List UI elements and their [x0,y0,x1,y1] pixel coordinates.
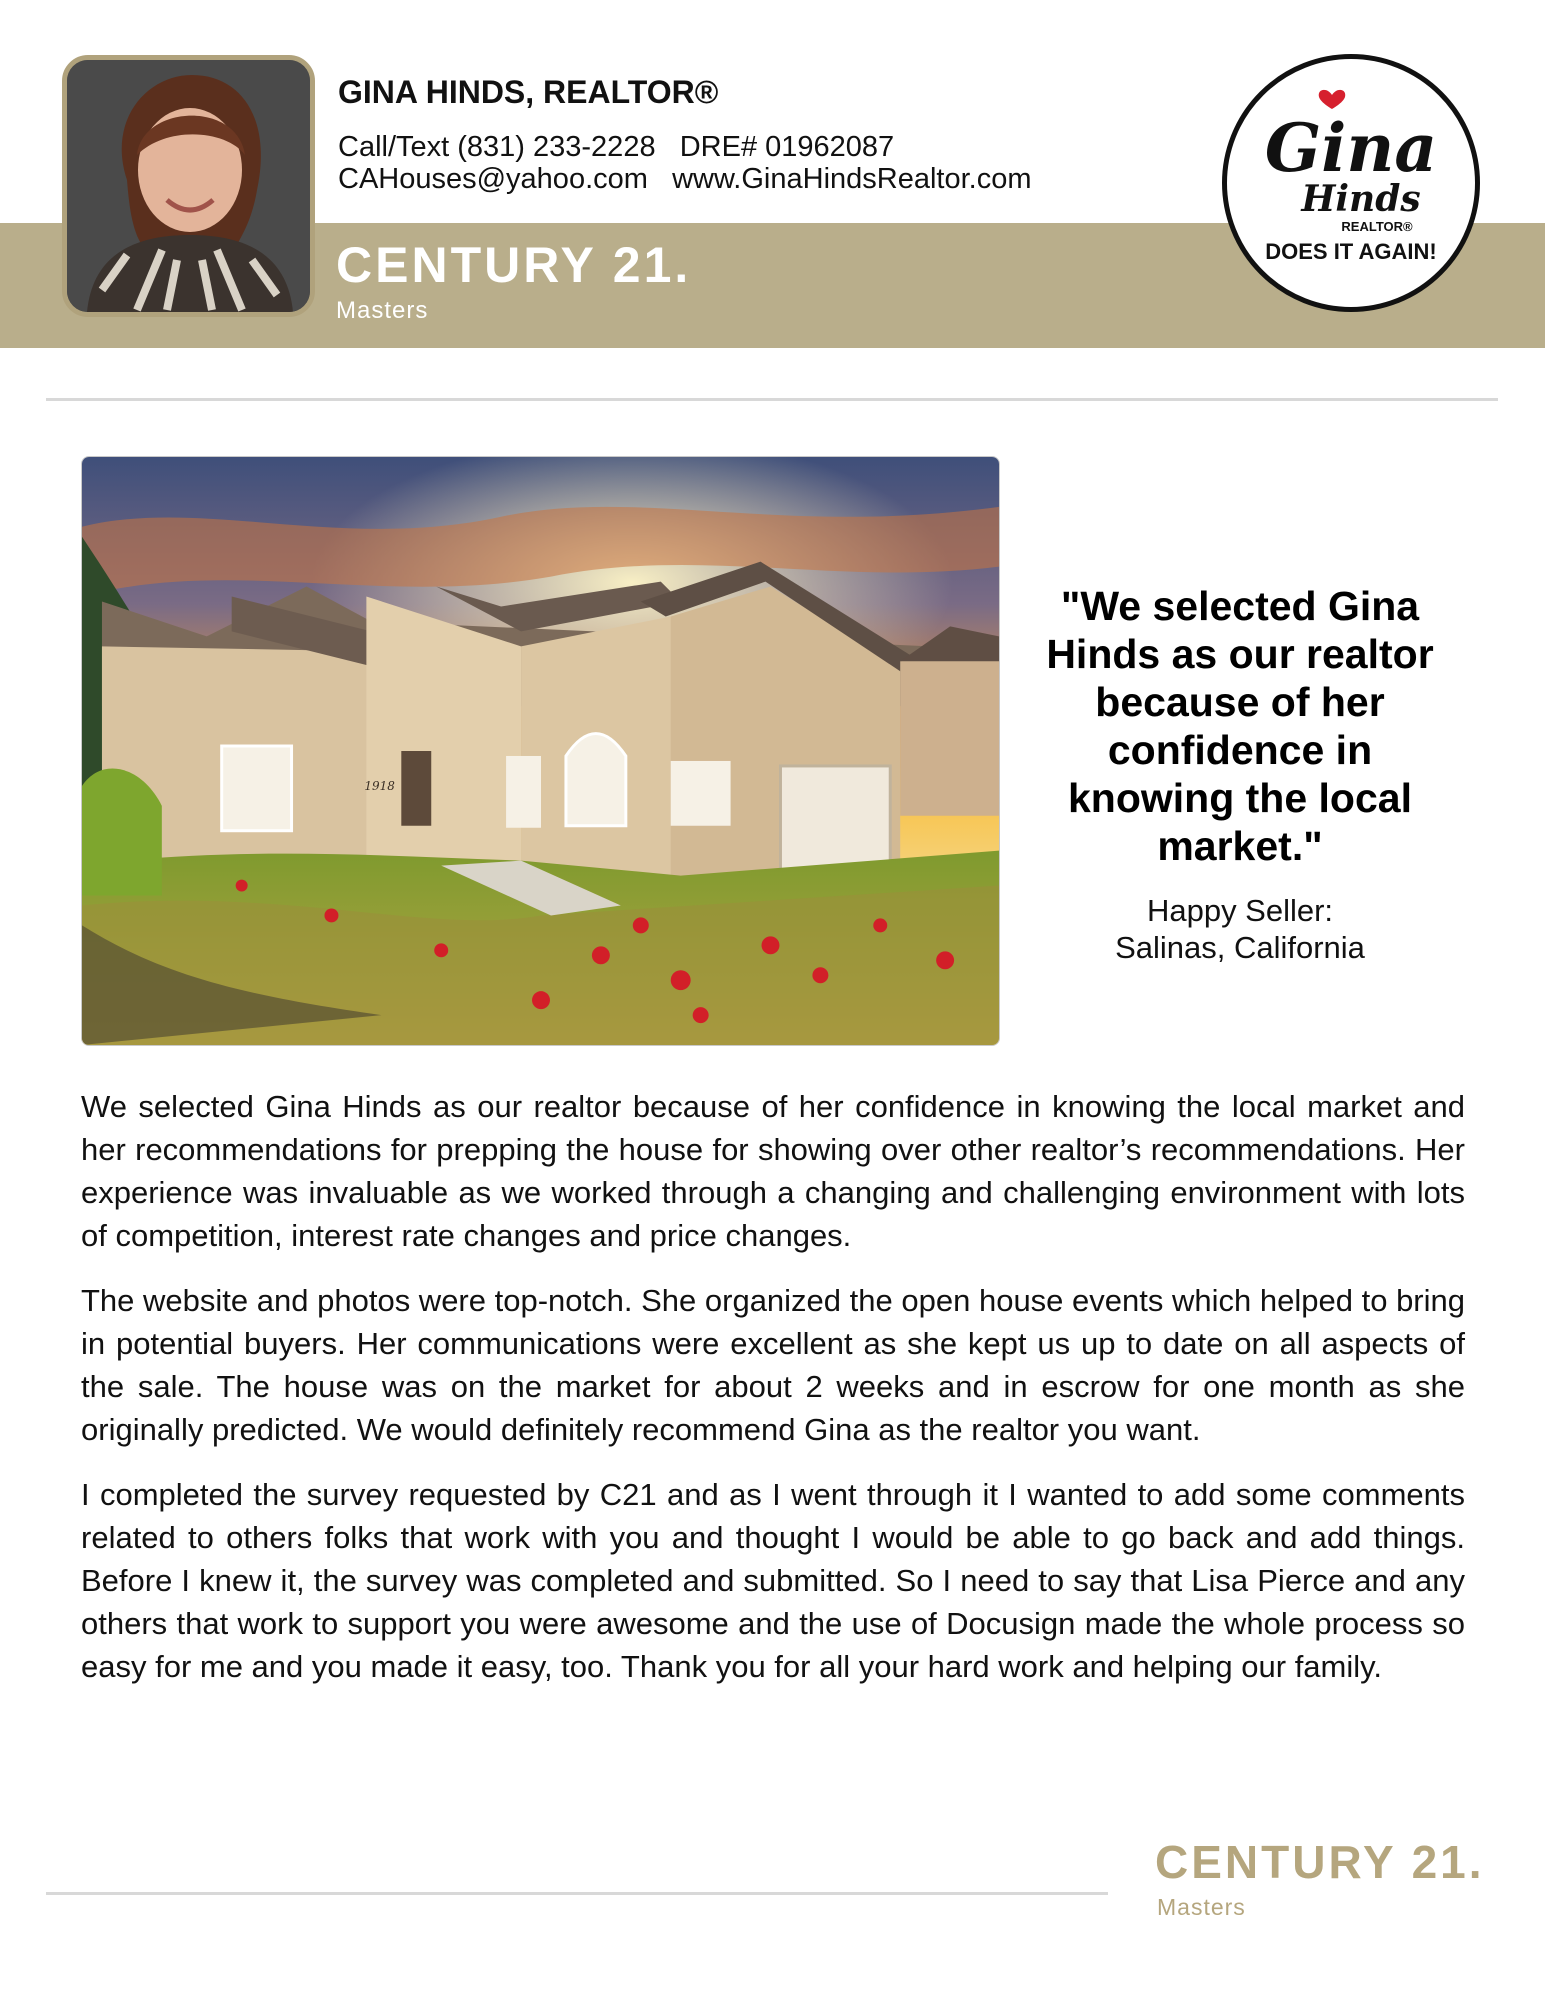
house-photo [81,456,1000,1046]
brand-wordmark: CENTURY 21. [336,237,692,293]
body-paragraph-1: We selected Gina Hinds as our realtor because of her confidence in knowing the local market and her recommendations for prepping the house for showing over other realtor’s recommendations. Her experience was invaluable as we worked through a changing and challenging environment with lots of competition, interest rate changes and price changes. [81,1089,1465,1253]
footer-brand-wordmark: CENTURY 21. [1155,1836,1485,1888]
email-website-line: CAHouses@yahoo.com www.GinaHindsRealtor.com [338,163,1032,195]
quote-text: "We selected Gina Hinds as our realtor because of her confidence in knowing the local market." [1046,583,1434,869]
house-number: 1918 [364,778,395,793]
svg-text:REALTOR®: REALTOR® [1341,219,1413,234]
divider-top [46,398,1498,401]
testimonial-body [81,1085,1465,1710]
heart-icon [1319,90,1346,109]
quote-attribution [1030,892,1450,966]
century21-footer-logo [1155,1836,1485,1921]
agent-name: GINA HINDS, REALTOR® [338,74,719,110]
testimonial-quote [1030,582,1450,966]
svg-text:Hinds: Hinds [1301,178,1421,220]
body-paragraph-2: The website and photos were top-notch. She organized the open house events which helped to bring in potential buyers. Her communications were excellent as she kept us up to date on all aspects of the sale. The house was on the market for about 2 weeks and in escrow for one month as she originally predicted. We would definitely recommend Gina as the realtor you want. [81,1283,1465,1447]
gina-hinds-logo-badge [1222,54,1480,312]
brand-subtitle: Masters [336,297,429,324]
svg-text:DOES IT AGAIN!: DOES IT AGAIN! [1265,239,1437,264]
attribution-line-2: Salinas, California [1115,930,1365,965]
divider-bottom [46,1892,1108,1895]
svg-text:Gina: Gina [1264,109,1438,187]
footer-brand-subtitle: Masters [1157,1894,1246,1920]
agent-headshot [62,55,315,317]
attribution-line-1: Happy Seller: [1146,893,1334,928]
phone-dre-line: Call/Text (831) 233-2228 DRE# 01962087 [338,131,895,163]
body-paragraph-3: I completed the survey requested by C21 and as I went through it I wanted to add some comments related to others folks that work with you and thought I would be able to go back and add things. Before I knew it, the survey was completed and submitted. So I need to say that Lisa Pierce and any others that work to support you were awesome and the use of Docusign made the whole process so easy for me and you made it easy, too. Thank you for all your hard work and helping our family. [81,1477,1465,1684]
century21-header-logo [336,237,691,325]
